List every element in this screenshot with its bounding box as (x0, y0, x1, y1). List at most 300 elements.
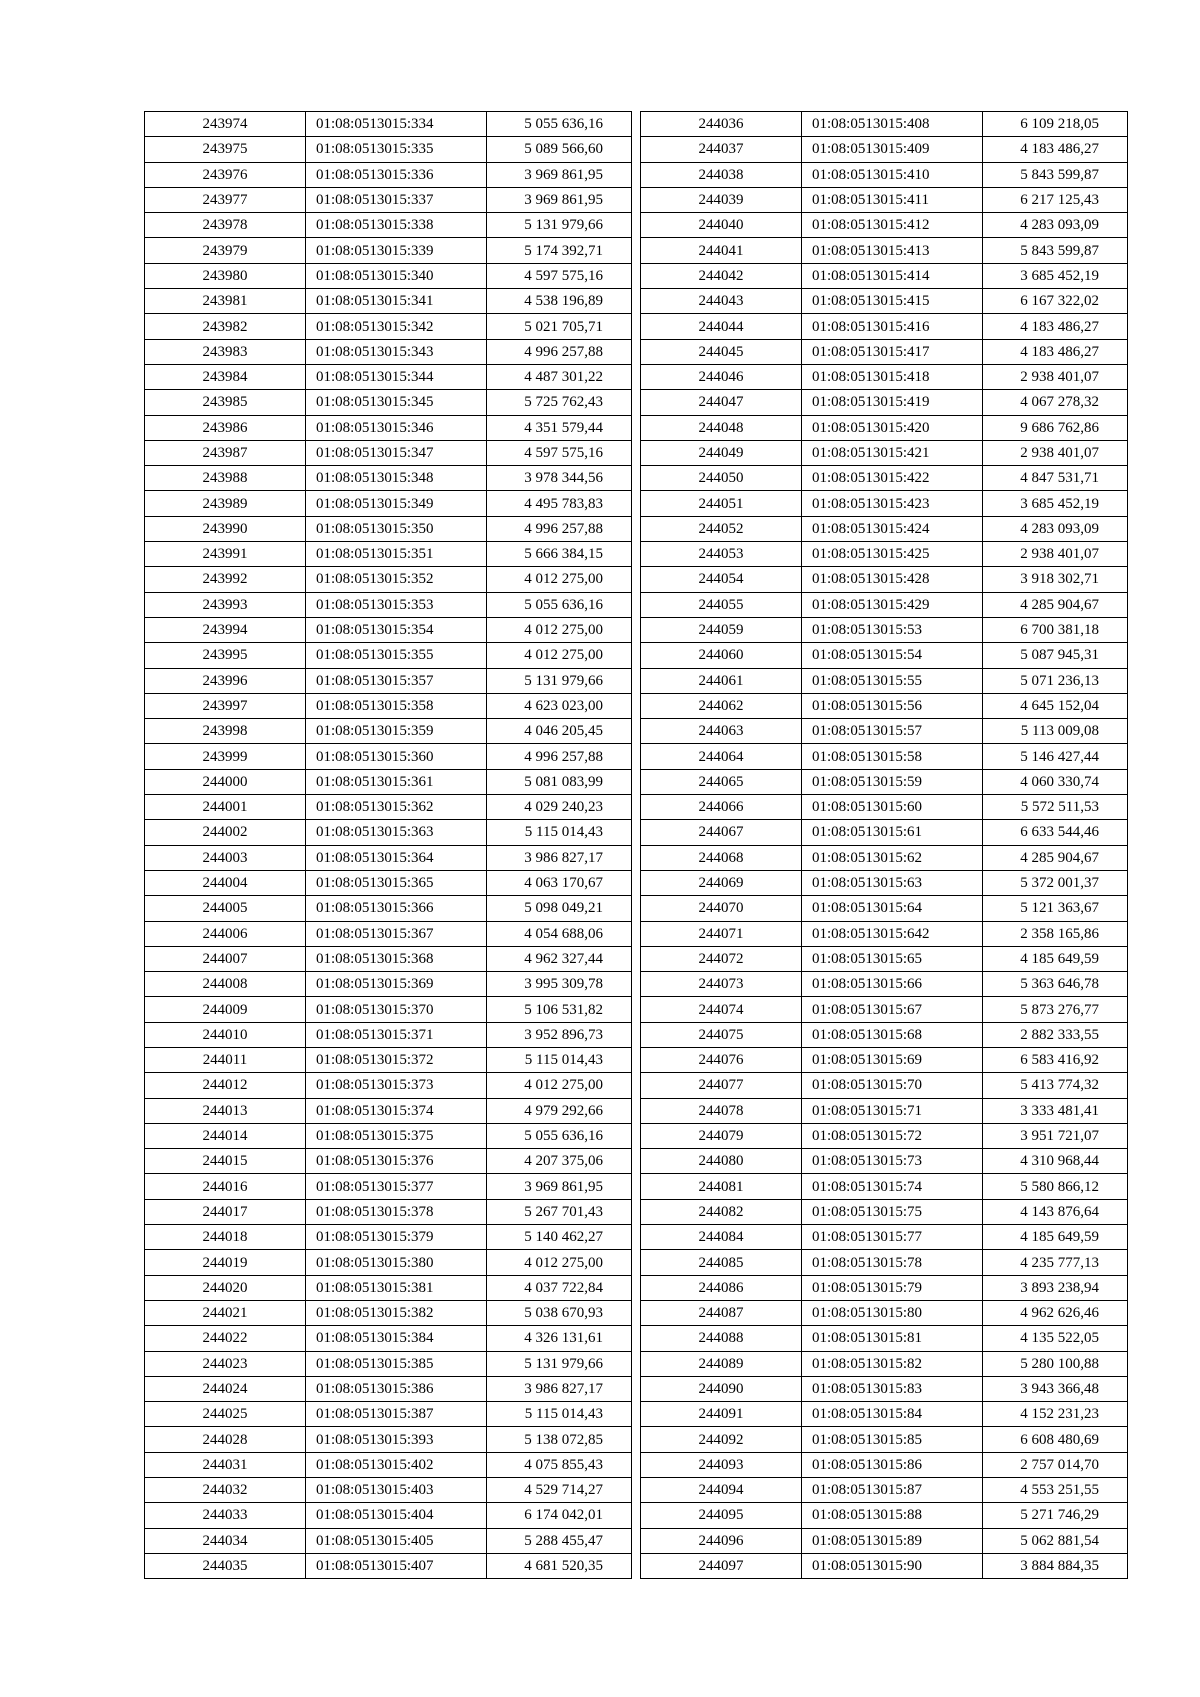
cadastral-value-cell: 5 081 083,99 (487, 769, 632, 794)
cadastral-number-cell: 01:08:0513015:379 (306, 1225, 487, 1250)
cadastral-value-cell: 3 986 827,17 (487, 1376, 632, 1401)
table-row (145, 719, 632, 744)
cadastral-value-cell: 4 597 575,16 (487, 440, 632, 465)
cadastral-value-cell: 4 283 093,09 (983, 516, 1128, 541)
record-number-cell: 244021 (145, 1300, 306, 1325)
cadastral-value-cell: 4 623 023,00 (487, 693, 632, 718)
record-number-cell: 244070 (641, 896, 802, 921)
record-number-cell: 244023 (145, 1351, 306, 1376)
table-row (145, 339, 632, 364)
cadastral-number-cell: 01:08:0513015:57 (802, 719, 983, 744)
table-row (641, 1225, 1128, 1250)
cadastral-number-cell: 01:08:0513015:84 (802, 1402, 983, 1427)
cadastral-value-cell: 6 583 416,92 (983, 1047, 1128, 1072)
cadastral-value-cell: 5 363 646,78 (983, 972, 1128, 997)
record-number-cell: 244007 (145, 946, 306, 971)
cadastral-value-cell: 4 012 275,00 (487, 567, 632, 592)
table-row (145, 693, 632, 718)
record-number-cell: 244092 (641, 1427, 802, 1452)
cadastral-number-cell: 01:08:0513015:59 (802, 769, 983, 794)
cadastral-number-cell: 01:08:0513015:385 (306, 1351, 487, 1376)
table-row (145, 769, 632, 794)
record-number-cell: 244052 (641, 516, 802, 541)
cadastral-value-cell: 5 131 979,66 (487, 1351, 632, 1376)
cadastral-value-cell: 6 700 381,18 (983, 617, 1128, 642)
cadastral-value-cell: 3 918 302,71 (983, 567, 1128, 592)
cadastral-value-cell: 6 109 218,05 (983, 112, 1128, 137)
cadastral-number-cell: 01:08:0513015:409 (802, 137, 983, 162)
cadastral-number-cell: 01:08:0513015:642 (802, 921, 983, 946)
record-number-cell: 244024 (145, 1376, 306, 1401)
cadastral-number-cell: 01:08:0513015:78 (802, 1250, 983, 1275)
cadastral-value-cell: 3 952 896,73 (487, 1022, 632, 1047)
table-body-right (641, 112, 1128, 1579)
cadastral-number-cell: 01:08:0513015:61 (802, 820, 983, 845)
cadastral-value-cell: 2 938 401,07 (983, 542, 1128, 567)
table-row (145, 870, 632, 895)
table-row (641, 1275, 1128, 1300)
table-row (641, 263, 1128, 288)
cadastral-number-cell: 01:08:0513015:373 (306, 1073, 487, 1098)
table-row (145, 617, 632, 642)
cadastral-number-cell: 01:08:0513015:79 (802, 1275, 983, 1300)
table-row (145, 1199, 632, 1224)
cadastral-value-cell: 5 140 462,27 (487, 1225, 632, 1250)
table-row (641, 289, 1128, 314)
record-number-cell: 244075 (641, 1022, 802, 1047)
record-number-cell: 244011 (145, 1047, 306, 1072)
record-number-cell: 244089 (641, 1351, 802, 1376)
table-row (145, 112, 632, 137)
table-row (145, 1098, 632, 1123)
record-number-cell: 244036 (641, 112, 802, 137)
table-row (145, 390, 632, 415)
cadastral-value-cell: 5 280 100,88 (983, 1351, 1128, 1376)
table-row (641, 668, 1128, 693)
cadastral-value-cell: 4 012 275,00 (487, 1250, 632, 1275)
cadastral-number-cell: 01:08:0513015:429 (802, 592, 983, 617)
cadastral-value-cell: 5 087 945,31 (983, 643, 1128, 668)
cadastral-number-cell: 01:08:0513015:351 (306, 542, 487, 567)
table-row (145, 542, 632, 567)
record-number-cell: 244005 (145, 896, 306, 921)
cadastral-value-cell: 3 893 238,94 (983, 1275, 1128, 1300)
cadastral-value-cell: 6 633 544,46 (983, 820, 1128, 845)
table-row (641, 921, 1128, 946)
cadastral-value-cell: 4 063 170,67 (487, 870, 632, 895)
record-number-cell: 244054 (641, 567, 802, 592)
cadastral-number-cell: 01:08:0513015:403 (306, 1478, 487, 1503)
table-row (145, 946, 632, 971)
table-row (641, 1123, 1128, 1148)
record-number-cell: 244028 (145, 1427, 306, 1452)
cadastral-number-cell: 01:08:0513015:80 (802, 1300, 983, 1325)
cadastral-number-cell: 01:08:0513015:371 (306, 1022, 487, 1047)
record-number-cell: 244080 (641, 1149, 802, 1174)
cadastral-value-cell: 4 135 522,05 (983, 1326, 1128, 1351)
record-number-cell: 244066 (641, 795, 802, 820)
table-row (641, 870, 1128, 895)
record-number-cell: 244071 (641, 921, 802, 946)
cadastral-value-cell: 3 685 452,19 (983, 491, 1128, 516)
cadastral-number-cell: 01:08:0513015:386 (306, 1376, 487, 1401)
cadastral-value-cell: 5 115 014,43 (487, 1402, 632, 1427)
cadastral-value-cell: 5 062 881,54 (983, 1528, 1128, 1553)
record-number-cell: 243980 (145, 263, 306, 288)
cadastral-value-cell: 3 884 884,35 (983, 1553, 1128, 1578)
cadastral-value-cell: 5 106 531,82 (487, 997, 632, 1022)
cadastral-value-cell: 2 757 014,70 (983, 1452, 1128, 1477)
table-row (641, 1326, 1128, 1351)
cadastral-value-cell: 3 969 861,95 (487, 162, 632, 187)
table-row (641, 1503, 1128, 1528)
cadastral-value-cell: 4 012 275,00 (487, 1073, 632, 1098)
table-row (145, 845, 632, 870)
record-number-cell: 244025 (145, 1402, 306, 1427)
cadastral-value-cell: 4 207 375,06 (487, 1149, 632, 1174)
table-row (145, 491, 632, 516)
cadastral-number-cell: 01:08:0513015:365 (306, 870, 487, 895)
record-number-cell: 244091 (641, 1402, 802, 1427)
record-number-cell: 243996 (145, 668, 306, 693)
table-row (145, 238, 632, 263)
record-number-cell: 244014 (145, 1123, 306, 1148)
cadastral-number-cell: 01:08:0513015:420 (802, 415, 983, 440)
table-row (641, 795, 1128, 820)
table-row (145, 516, 632, 541)
record-number-cell: 244065 (641, 769, 802, 794)
table-row (641, 415, 1128, 440)
record-number-cell: 244018 (145, 1225, 306, 1250)
cadastral-value-cell: 4 996 257,88 (487, 339, 632, 364)
record-number-cell: 244013 (145, 1098, 306, 1123)
record-number-cell: 244004 (145, 870, 306, 895)
cadastral-value-cell: 3 986 827,17 (487, 845, 632, 870)
cadastral-number-cell: 01:08:0513015:384 (306, 1326, 487, 1351)
cadastral-number-cell: 01:08:0513015:81 (802, 1326, 983, 1351)
record-number-cell: 243993 (145, 592, 306, 617)
cadastral-value-cell: 4 037 722,84 (487, 1275, 632, 1300)
record-number-cell: 244020 (145, 1275, 306, 1300)
cadastral-number-cell: 01:08:0513015:361 (306, 769, 487, 794)
cadastral-value-cell: 5 131 979,66 (487, 668, 632, 693)
table-row (641, 820, 1128, 845)
cadastral-value-cell: 4 487 301,22 (487, 364, 632, 389)
table-row (641, 1427, 1128, 1452)
record-number-cell: 244032 (145, 1478, 306, 1503)
cadastral-number-cell: 01:08:0513015:350 (306, 516, 487, 541)
cadastral-number-cell: 01:08:0513015:358 (306, 693, 487, 718)
table-row (145, 567, 632, 592)
table-row (641, 1376, 1128, 1401)
cadastral-number-cell: 01:08:0513015:382 (306, 1300, 487, 1325)
cadastral-number-cell: 01:08:0513015:89 (802, 1528, 983, 1553)
cadastral-value-cell: 4 183 486,27 (983, 339, 1128, 364)
record-number-cell: 244096 (641, 1528, 802, 1553)
cadastral-value-cell: 4 979 292,66 (487, 1098, 632, 1123)
cadastral-number-cell: 01:08:0513015:354 (306, 617, 487, 642)
cadastral-value-cell: 4 152 231,23 (983, 1402, 1128, 1427)
table-row (641, 896, 1128, 921)
cadastral-number-cell: 01:08:0513015:363 (306, 820, 487, 845)
record-number-cell: 243992 (145, 567, 306, 592)
cadastral-value-cell: 5 071 236,13 (983, 668, 1128, 693)
table-row (641, 1528, 1128, 1553)
record-number-cell: 244016 (145, 1174, 306, 1199)
cadastral-number-cell: 01:08:0513015:422 (802, 466, 983, 491)
record-number-cell: 243994 (145, 617, 306, 642)
cadastral-value-cell: 6 174 042,01 (487, 1503, 632, 1528)
cadastral-number-cell: 01:08:0513015:70 (802, 1073, 983, 1098)
table-row (145, 820, 632, 845)
table-row (145, 921, 632, 946)
record-number-cell: 244035 (145, 1553, 306, 1578)
table-row (145, 187, 632, 212)
cadastral-number-cell: 01:08:0513015:412 (802, 213, 983, 238)
cadastral-number-cell: 01:08:0513015:349 (306, 491, 487, 516)
record-number-cell: 243981 (145, 289, 306, 314)
cadastral-number-cell: 01:08:0513015:411 (802, 187, 983, 212)
table-row (641, 1478, 1128, 1503)
cadastral-number-cell: 01:08:0513015:85 (802, 1427, 983, 1452)
cadastral-value-cell: 4 351 579,44 (487, 415, 632, 440)
cadastral-value-cell: 6 217 125,43 (983, 187, 1128, 212)
table-row (145, 1427, 632, 1452)
cadastral-value-cell: 4 283 093,09 (983, 213, 1128, 238)
record-number-cell: 244043 (641, 289, 802, 314)
cadastral-number-cell: 01:08:0513015:414 (802, 263, 983, 288)
record-number-cell: 243995 (145, 643, 306, 668)
record-number-cell: 244078 (641, 1098, 802, 1123)
table-row (145, 1022, 632, 1047)
cadastral-value-cell: 4 067 278,32 (983, 390, 1128, 415)
cadastral-number-cell: 01:08:0513015:416 (802, 314, 983, 339)
cadastral-number-cell: 01:08:0513015:344 (306, 364, 487, 389)
cadastral-number-cell: 01:08:0513015:359 (306, 719, 487, 744)
table-row (145, 415, 632, 440)
record-number-cell: 244051 (641, 491, 802, 516)
table-row (145, 289, 632, 314)
cadastral-value-cell: 3 685 452,19 (983, 263, 1128, 288)
record-number-cell: 244074 (641, 997, 802, 1022)
record-number-cell: 244042 (641, 263, 802, 288)
record-number-cell: 244009 (145, 997, 306, 1022)
record-number-cell: 244061 (641, 668, 802, 693)
record-number-cell: 243990 (145, 516, 306, 541)
cadastral-value-cell: 4 962 626,46 (983, 1300, 1128, 1325)
cadastral-value-cell: 4 285 904,67 (983, 592, 1128, 617)
cadastral-number-cell: 01:08:0513015:68 (802, 1022, 983, 1047)
record-number-cell: 244000 (145, 769, 306, 794)
cadastral-value-cell: 6 608 480,69 (983, 1427, 1128, 1452)
record-number-cell: 244097 (641, 1553, 802, 1578)
cadastral-number-cell: 01:08:0513015:60 (802, 795, 983, 820)
cadastral-number-cell: 01:08:0513015:369 (306, 972, 487, 997)
cadastral-number-cell: 01:08:0513015:67 (802, 997, 983, 1022)
record-number-cell: 244012 (145, 1073, 306, 1098)
cadastral-number-cell: 01:08:0513015:413 (802, 238, 983, 263)
cadastral-value-cell: 4 012 275,00 (487, 617, 632, 642)
cadastral-number-cell: 01:08:0513015:77 (802, 1225, 983, 1250)
cadastral-number-cell: 01:08:0513015:378 (306, 1199, 487, 1224)
cadastral-value-cell: 5 055 636,16 (487, 112, 632, 137)
cadastral-number-cell: 01:08:0513015:58 (802, 744, 983, 769)
cadastral-value-cell: 5 413 774,32 (983, 1073, 1128, 1098)
cadastral-value-cell: 5 873 276,77 (983, 997, 1128, 1022)
cadastral-number-cell: 01:08:0513015:415 (802, 289, 983, 314)
cadastral-number-cell: 01:08:0513015:367 (306, 921, 487, 946)
table-row (641, 213, 1128, 238)
record-number-cell: 243986 (145, 415, 306, 440)
table-row (641, 1047, 1128, 1072)
record-number-cell: 244090 (641, 1376, 802, 1401)
cadastral-value-cell: 5 115 014,43 (487, 820, 632, 845)
cadastral-number-cell: 01:08:0513015:336 (306, 162, 487, 187)
cadastral-number-cell: 01:08:0513015:75 (802, 1199, 983, 1224)
record-number-cell: 244062 (641, 693, 802, 718)
cadastral-number-cell: 01:08:0513015:381 (306, 1275, 487, 1300)
cadastral-number-cell: 01:08:0513015:404 (306, 1503, 487, 1528)
cadastral-number-cell: 01:08:0513015:364 (306, 845, 487, 870)
table-row (641, 1174, 1128, 1199)
cadastral-number-cell: 01:08:0513015:64 (802, 896, 983, 921)
record-number-cell: 244049 (641, 440, 802, 465)
cadastral-number-cell: 01:08:0513015:377 (306, 1174, 487, 1199)
cadastral-value-cell: 4 060 330,74 (983, 769, 1128, 794)
table-row (145, 1300, 632, 1325)
cadastral-value-cell: 5 666 384,15 (487, 542, 632, 567)
cadastral-value-cell: 2 938 401,07 (983, 364, 1128, 389)
cadastral-value-cell: 3 995 309,78 (487, 972, 632, 997)
record-number-cell: 244072 (641, 946, 802, 971)
cadastral-value-cell: 4 075 855,43 (487, 1452, 632, 1477)
record-number-cell: 244041 (641, 238, 802, 263)
table-body-left (145, 112, 632, 1579)
record-number-cell: 244093 (641, 1452, 802, 1477)
table-row (641, 1553, 1128, 1578)
record-number-cell: 244008 (145, 972, 306, 997)
cadastral-number-cell: 01:08:0513015:87 (802, 1478, 983, 1503)
cadastral-number-cell: 01:08:0513015:62 (802, 845, 983, 870)
table-row (641, 1098, 1128, 1123)
table-row (145, 213, 632, 238)
table-row (641, 769, 1128, 794)
table-row (641, 1022, 1128, 1047)
cadastral-value-cell: 4 962 327,44 (487, 946, 632, 971)
table-row (641, 440, 1128, 465)
table-row (145, 1123, 632, 1148)
cadastral-number-cell: 01:08:0513015:405 (306, 1528, 487, 1553)
cadastral-number-cell: 01:08:0513015:342 (306, 314, 487, 339)
cadastral-number-cell: 01:08:0513015:348 (306, 466, 487, 491)
cadastral-number-cell: 01:08:0513015:423 (802, 491, 983, 516)
cadastral-number-cell: 01:08:0513015:380 (306, 1250, 487, 1275)
cadastral-value-cell: 3 978 344,56 (487, 466, 632, 491)
record-number-cell: 244017 (145, 1199, 306, 1224)
cadastral-number-cell: 01:08:0513015:339 (306, 238, 487, 263)
cadastral-value-cell: 3 951 721,07 (983, 1123, 1128, 1148)
table-row (145, 1351, 632, 1376)
record-number-cell: 243988 (145, 466, 306, 491)
cadastral-value-cell: 5 267 701,43 (487, 1199, 632, 1224)
record-number-cell: 244047 (641, 390, 802, 415)
record-number-cell: 244060 (641, 643, 802, 668)
table-row (641, 845, 1128, 870)
cadastral-number-cell: 01:08:0513015:338 (306, 213, 487, 238)
record-number-cell: 244006 (145, 921, 306, 946)
table-row (641, 719, 1128, 744)
table-row (145, 1503, 632, 1528)
cadastral-value-cell: 4 645 152,04 (983, 693, 1128, 718)
cadastral-value-cell: 3 333 481,41 (983, 1098, 1128, 1123)
table-row (641, 643, 1128, 668)
cadastral-number-cell: 01:08:0513015:368 (306, 946, 487, 971)
table-row (145, 744, 632, 769)
table-row (641, 617, 1128, 642)
record-number-cell: 244034 (145, 1528, 306, 1553)
table-row (641, 390, 1128, 415)
cadastral-value-cell: 4 185 649,59 (983, 1225, 1128, 1250)
cadastral-value-cell: 3 969 861,95 (487, 187, 632, 212)
cadastral-value-cell: 5 055 636,16 (487, 1123, 632, 1148)
cadastral-number-cell: 01:08:0513015:408 (802, 112, 983, 137)
cadastral-number-cell: 01:08:0513015:393 (306, 1427, 487, 1452)
cadastral-value-cell: 4 326 131,61 (487, 1326, 632, 1351)
table-row (145, 137, 632, 162)
cadastral-number-cell: 01:08:0513015:343 (306, 339, 487, 364)
cadastral-value-cell: 5 089 566,60 (487, 137, 632, 162)
table-row (145, 1275, 632, 1300)
cadastral-number-cell: 01:08:0513015:418 (802, 364, 983, 389)
cadastral-number-cell: 01:08:0513015:387 (306, 1402, 487, 1427)
table-row (145, 162, 632, 187)
record-number-cell: 244068 (641, 845, 802, 870)
table-row (641, 1149, 1128, 1174)
table-row (145, 466, 632, 491)
table-row (145, 1149, 632, 1174)
table-row (145, 997, 632, 1022)
cadastral-value-cell: 3 943 366,48 (983, 1376, 1128, 1401)
cadastral-value-cell: 5 038 670,93 (487, 1300, 632, 1325)
cadastral-number-cell: 01:08:0513015:347 (306, 440, 487, 465)
cadastral-number-cell: 01:08:0513015:424 (802, 516, 983, 541)
record-number-cell: 244045 (641, 339, 802, 364)
record-number-cell: 243997 (145, 693, 306, 718)
cadastral-value-cell: 9 686 762,86 (983, 415, 1128, 440)
cadastral-value-cell: 5 146 427,44 (983, 744, 1128, 769)
cadastral-value-cell: 5 572 511,53 (983, 795, 1128, 820)
cadastral-number-cell: 01:08:0513015:74 (802, 1174, 983, 1199)
table-row (641, 567, 1128, 592)
cadastral-value-cell: 5 174 392,71 (487, 238, 632, 263)
record-number-cell: 243991 (145, 542, 306, 567)
cadastral-value-cell: 6 167 322,02 (983, 289, 1128, 314)
record-number-cell: 243974 (145, 112, 306, 137)
record-number-cell: 244069 (641, 870, 802, 895)
cadastral-number-cell: 01:08:0513015:340 (306, 263, 487, 288)
record-number-cell: 244046 (641, 364, 802, 389)
cadastral-value-cell: 5 021 705,71 (487, 314, 632, 339)
table-row (641, 364, 1128, 389)
record-number-cell: 244085 (641, 1250, 802, 1275)
cadastral-number-cell: 01:08:0513015:410 (802, 162, 983, 187)
table-row (145, 1250, 632, 1275)
table-row (145, 896, 632, 921)
table-row (145, 1402, 632, 1427)
cadastral-number-cell: 01:08:0513015:357 (306, 668, 487, 693)
record-number-cell: 244088 (641, 1326, 802, 1351)
table-row (641, 592, 1128, 617)
